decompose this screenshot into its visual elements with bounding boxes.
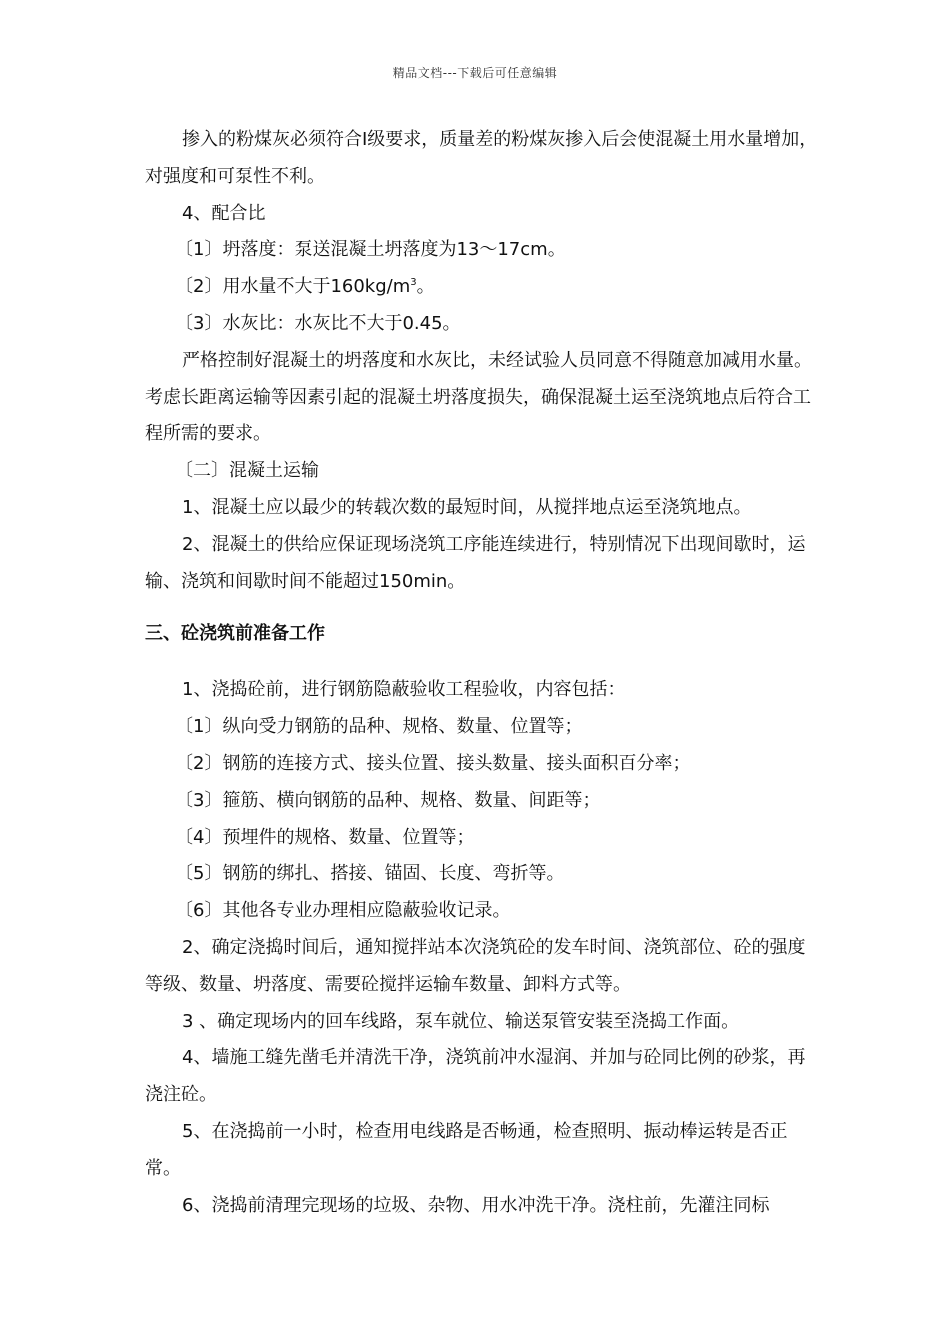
- item-prep-4: 4、墙施工缝先凿毛并清洗干净，浇筑前冲水湿润、并加与砼同比例的砂浆，再浇注砼。: [145, 1047, 806, 1106]
- item-prep-1-2: 〔2〕钢筋的连接方式、接头位置、接头数量、接头面积百分率；: [175, 752, 691, 774]
- subsection-concrete-transport: 〔二〕混凝土运输: [175, 460, 319, 482]
- item-slump: 〔1〕坍落度：泵送混凝土坍落度为13～17cm。: [175, 239, 566, 261]
- paragraph-strict-control: 严格控制好混凝土的坍落度和水灰比，未经试验人员同意不得随意加减用水量。考虑长距离运输等因素引起的混凝土坍落度损失，确保混凝土运至浇筑地点后符合工程所需的要求。: [145, 349, 812, 445]
- item-prep-1-4: 〔4〕预埋件的规格、数量、位置等；: [175, 826, 475, 848]
- section-heading-preparation: 三、砼浇筑前准备工作: [145, 623, 325, 645]
- item-prep-1-6: 〔6〕其他各专业办理相应隐蔽验收记录。: [175, 900, 511, 922]
- item-water-amount-text: 〔2〕用水量不大于160kg/m: [175, 276, 411, 298]
- item-water-cement-ratio: 〔3〕水灰比：水灰比不大于0.45。: [175, 312, 461, 334]
- section-mix-ratio: 4、配合比: [182, 202, 266, 224]
- item-transport-2: 2、混凝土的供给应保证现场浇筑工序能连续进行，特别情况下出现间歇时，运输、浇筑和间歇时间不能超过150min。: [145, 533, 806, 592]
- item-prep-1-5: 〔5〕钢筋的绑扎、搭接、锚固、长度、弯折等。: [175, 863, 565, 885]
- item-prep-3: 3 、确定现场内的回车线路，泵车就位、输送泵管安装至浇捣工作面。: [182, 1010, 740, 1032]
- item-prep-6: 6、浇捣前清理完现场的垃圾、杂物、用水冲洗干净。浇柱前，先灌注同标: [182, 1194, 770, 1216]
- page-header: 精品文档---下载后可任意编辑: [392, 66, 558, 80]
- document-body: [145, 122, 820, 1224]
- item-water-amount-end: 。: [416, 276, 435, 298]
- item-prep-1: 1、浇捣砼前，进行钢筋隐蔽验收工程验收，内容包括：: [182, 679, 626, 701]
- item-prep-2: 2、确定浇捣时间后，通知搅拌站本次浇筑砼的发车时间、浇筑部位、砼的强度等级、数量、坍落度、需要砼搅拌运输车数量、卸料方式等。: [145, 936, 806, 995]
- item-prep-5: 5、在浇捣前一小时，检查用电线路是否畅通，检查照明、振动棒运转是否正常。: [145, 1120, 788, 1179]
- item-prep-1-3: 〔3〕箍筋、横向钢筋的品种、规格、数量、间距等；: [175, 789, 601, 811]
- paragraph-flyash-requirement: 掺入的粉煤灰必须符合Ⅰ级要求，质量差的粉煤灰掺入后会使混凝土用水量增加，对强度和可泵性不利。: [145, 129, 818, 187]
- item-prep-1-1: 〔1〕纵向受力钢筋的品种、规格、数量、位置等；: [175, 716, 583, 738]
- item-transport-1: 1、混凝土应以最少的转载次数的最短时间，从搅拌地点运至浇筑地点。: [182, 496, 752, 518]
- superscript-3: 3: [410, 277, 417, 289]
- item-water-amount: [145, 269, 820, 306]
